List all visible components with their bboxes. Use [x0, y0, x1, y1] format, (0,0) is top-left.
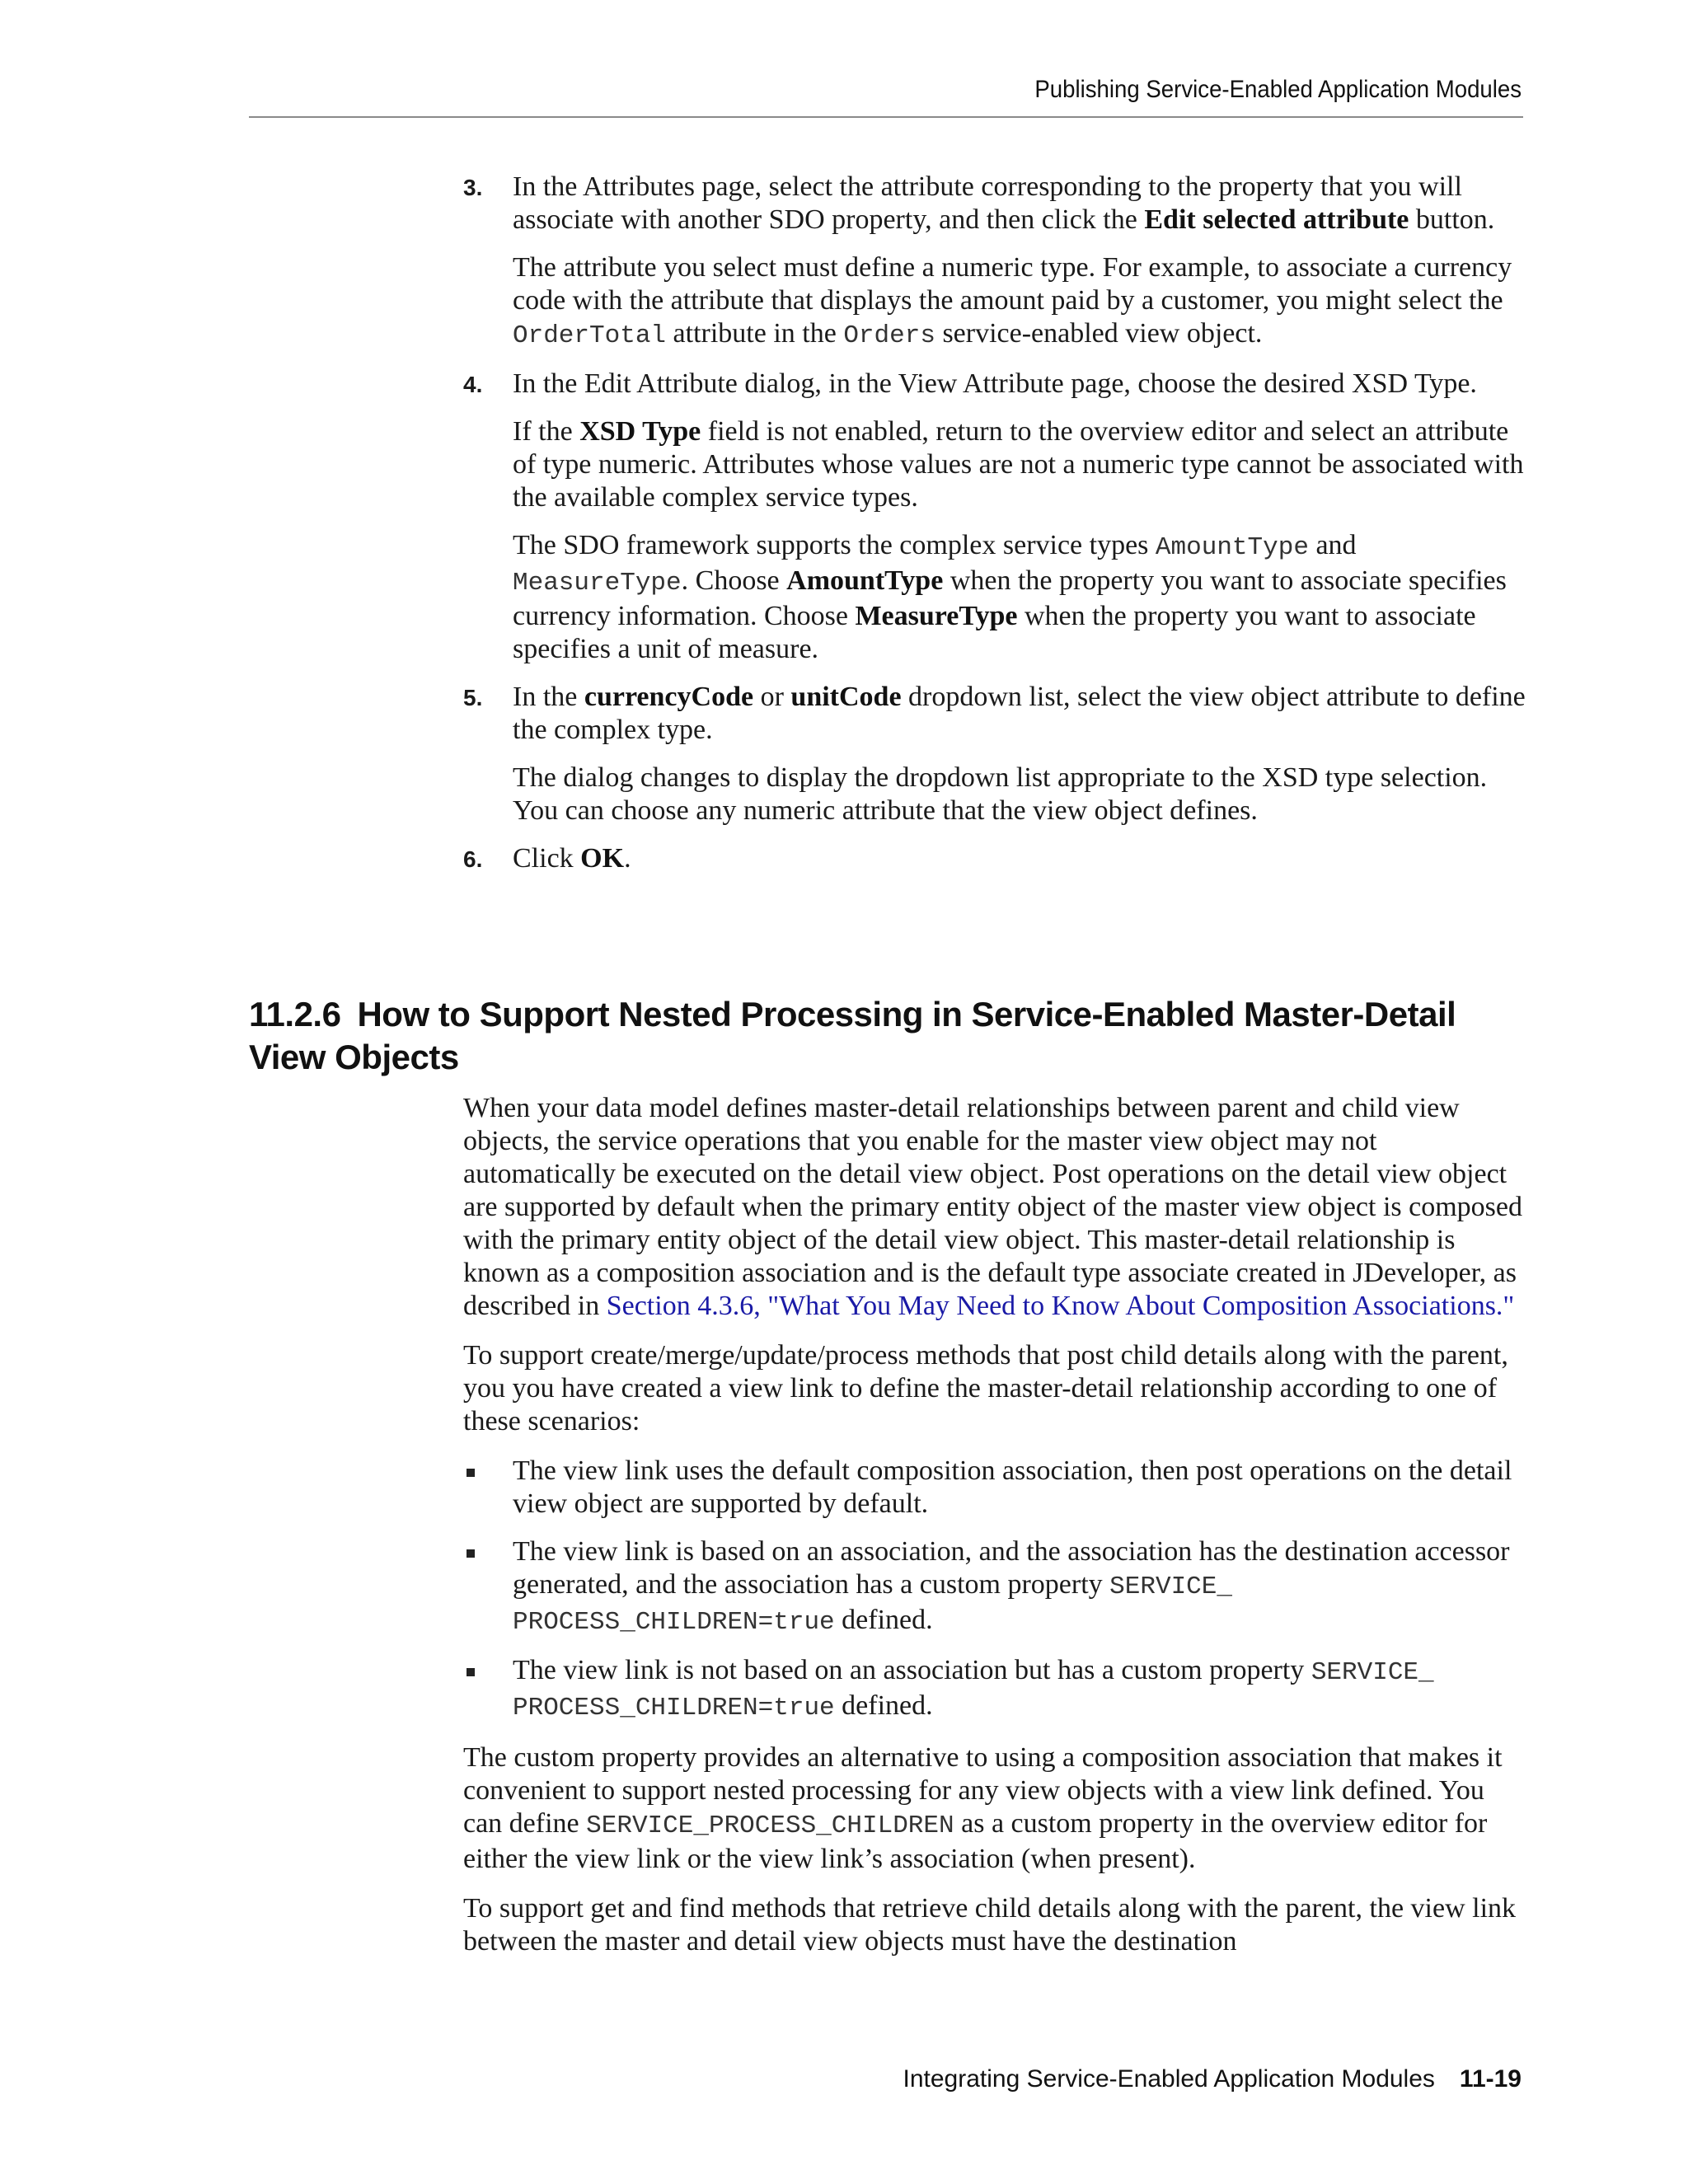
paragraph: To support get and find methods that retrieve child details along with the parent, the view link between the master and detail view objects must have the destination	[463, 1893, 1517, 1957]
step-text: In the Edit Attribute dialog, in the View Attribute page, choose the desired XSD Type.	[513, 368, 1477, 399]
text-run: The view link is based on an association, and the association has the destination accessor generated, and the association has a custom property	[513, 1536, 1510, 1600]
list-item	[463, 1654, 1526, 1725]
text-run: In the Attributes page, select the attribute corresponding to the property that you will associate with another SDO property, and then click the	[513, 171, 1462, 235]
section-body	[463, 1092, 1526, 1975]
text-run: when the property you want to associate specifies currency information. Choose	[513, 565, 1507, 631]
text-run: In the	[513, 682, 584, 712]
ui-term: OK	[580, 843, 625, 874]
step-number: 5.	[463, 685, 483, 710]
paragraph	[463, 1092, 1526, 1323]
scenario-list	[463, 1455, 1526, 1725]
procedure-steps	[463, 171, 1526, 890]
code-term: OrderTotal	[513, 321, 667, 350]
page-number: 11-19	[1459, 2065, 1522, 2093]
ui-term: XSD Type	[579, 416, 701, 447]
section-number: 11.2.6	[249, 995, 341, 1033]
text-run: The SDO framework supports the complex service types	[513, 530, 1156, 560]
text-run: Click	[513, 843, 581, 874]
paragraph: To support create/merge/update/process methods that post child details along with the parent, you you have created a view link to define the master-detail relationship according to one of these scenarios:	[463, 1340, 1508, 1436]
code-term: SERVICE_PROCESS_CHILDREN	[586, 1811, 954, 1840]
code-term: SERVICE_ PROCESS_CHILDREN=true	[513, 1572, 1232, 1637]
code-term: SERVICE_ PROCESS_CHILDREN=true	[513, 1658, 1434, 1722]
step-note	[513, 529, 1526, 666]
step-text	[513, 681, 1526, 747]
step-5	[463, 681, 1526, 827]
text-run: as a custom property in the overview editor for either the view link or the view link’s association (when present).	[463, 1808, 1488, 1874]
text-run: defined.	[834, 1690, 933, 1721]
step-note: The dialog changes to display the dropdown list appropriate to the XSD type selection. You can choose any numeric attribute that the view object defines.	[513, 762, 1488, 826]
list-item	[463, 1535, 1526, 1639]
text-run: When your data model defines master-detail relationships between parent and child view objects, the service operations that you enable for the master view object may not automatically be executed on the detail view object. Post operations on the detail view object are supported by default when the primary entity object of the master view object is composed with the primary entity object of the detail view object. This master-detail relationship is known as a composition association and is the default type associate created in JDeveloper, as described in	[463, 1093, 1522, 1321]
step-6	[463, 842, 1526, 875]
text-run: If the	[513, 416, 580, 447]
text-run: dropdown list, select the view object attribute to define the complex type.	[513, 682, 1526, 745]
step-number: 4.	[463, 372, 483, 397]
text-run: and	[1308, 530, 1357, 560]
paragraph	[463, 1741, 1526, 1876]
section-heading	[249, 993, 1518, 1079]
text-run: The view link uses the default composition association, then post operations on the detail view object are supported by default.	[513, 1455, 1512, 1519]
text-run: The view link is not based on an association but has a custom property	[513, 1655, 1311, 1685]
step-note	[513, 415, 1526, 514]
bullet-square-icon	[467, 1668, 475, 1676]
text-run: service-enabled view object.	[935, 318, 1263, 349]
ui-term: unitCode	[790, 682, 902, 712]
code-term: AmountType	[1155, 533, 1309, 562]
step-note	[513, 251, 1526, 353]
text-run: field is not enabled, return to the overview editor and select an attribute of type numeric. Attributes whose values are not a numeric type cannot be associated with the available complex service types.	[513, 416, 1524, 513]
text-run: when the property you want to associate specifies a unit of measure.	[513, 601, 1476, 664]
text-run: .	[624, 843, 631, 874]
ui-term: Edit selected attribute	[1144, 204, 1409, 235]
text-run: The custom property provides an alternative to using a composition association that makes it convenient to support nested processing for any view objects with a view link defined. You can define	[463, 1742, 1503, 1839]
page-footer	[903, 2065, 1522, 2093]
text-run: or	[753, 682, 791, 712]
code-term: MeasureType	[513, 569, 682, 598]
bullet-square-icon	[467, 1469, 475, 1477]
ui-term: currencyCode	[584, 682, 754, 712]
step-text	[513, 171, 1526, 237]
ui-term: AmountType	[786, 565, 944, 596]
step-text	[513, 842, 1526, 875]
text-run: button.	[1409, 204, 1495, 235]
text-run: defined.	[834, 1605, 933, 1635]
code-term: Orders	[843, 321, 935, 350]
text-run: . Choose	[681, 565, 787, 596]
text-run: attribute in the	[666, 318, 844, 349]
step-4	[463, 368, 1526, 666]
step-3	[463, 171, 1526, 353]
footer-chapter-title: Integrating Service-Enabled Application Modules	[903, 2065, 1435, 2093]
header-divider	[249, 116, 1523, 118]
ui-term: MeasureType	[855, 601, 1018, 631]
bullet-square-icon	[467, 1549, 475, 1558]
step-number: 6.	[463, 846, 483, 872]
section-title: How to Support Nested Processing in Service-Enabled Master-Detail View Objects	[249, 995, 1456, 1076]
cross-reference-link[interactable]: Section 4.3.6, "What You May Need to Know About Composition Associations."	[606, 1291, 1515, 1321]
list-item	[463, 1455, 1526, 1521]
step-number: 3.	[463, 175, 483, 200]
text-run: The attribute you select must define a numeric type. For example, to associate a currency code with the attribute that displays the amount paid by a customer, you might select the	[513, 252, 1512, 316]
running-header: Publishing Service-Enabled Application Modules	[1034, 76, 1522, 103]
